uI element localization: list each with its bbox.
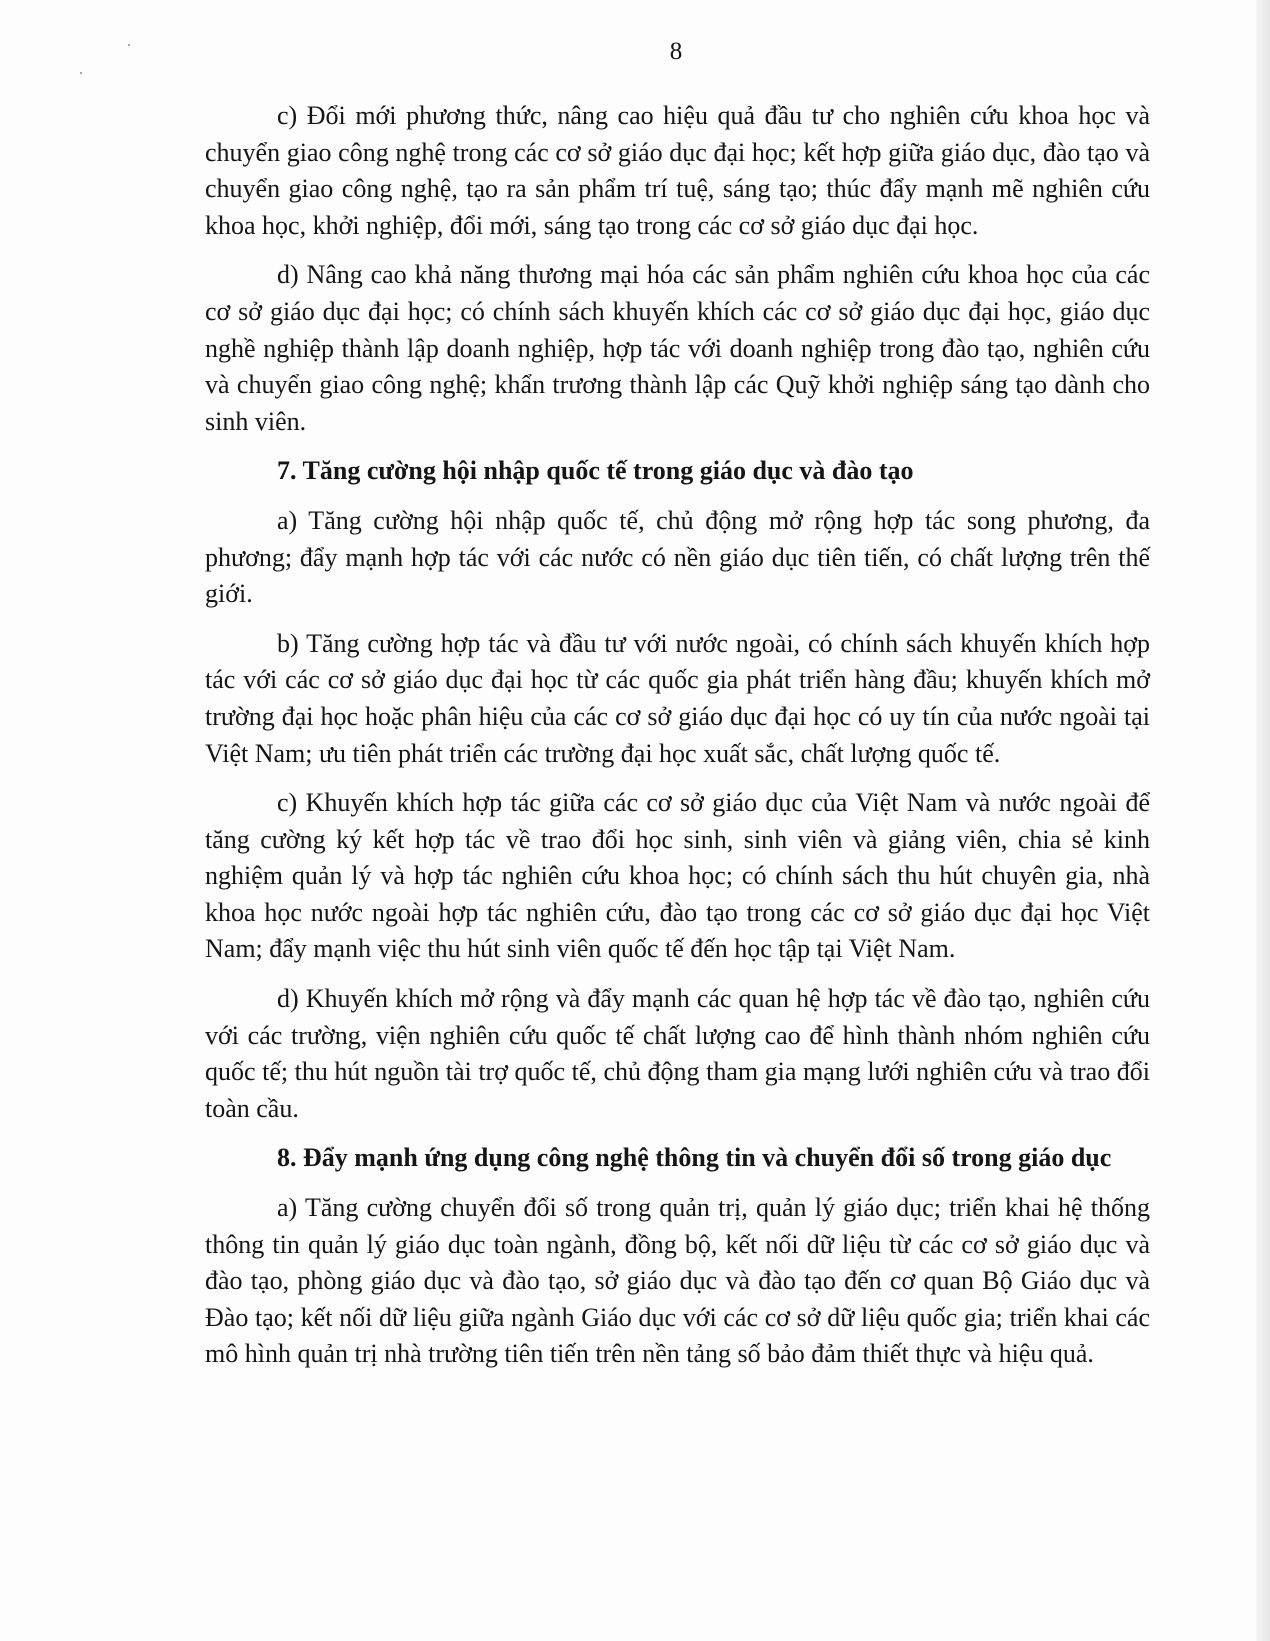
paragraph-6c: c) Đổi mới phương thức, nâng cao hiệu quả đầu tư cho nghiên cứu khoa học và chuyển giao công nghệ trong các cơ sở giáo dục đại học; kết hợp giữa giáo dục, đào tạo và chuyển giao công nghệ, tạo ra sản phẩm trí tuệ, sáng tạo; thúc đẩy mạnh mẽ nghiên cứu khoa học, khởi nghiệp, đổi mới, sáng tạo trong các cơ sở giáo dục đại học. xyxy=(205,101,1150,240)
paragraph-6d: d) Nâng cao khả năng thương mại hóa các sản phẩm nghiên cứu khoa học của các cơ sở giáo dục đại học; có chính sách khuyến khích các cơ sở giáo dục đại học, giáo dục nghề nghiệp thành lập doanh nghiệp, hợp tác với doanh nghiệp trong đào tạo, nghiên cứu và chuyển giao công nghệ; khẩn trương thành lập các Quỹ khởi nghiệp sáng tạo dành cho sinh viên. xyxy=(205,260,1150,436)
page-edge-shadow xyxy=(1256,0,1270,1641)
section-heading-8: 8. Đẩy mạnh ứng dụng công nghệ thông tin và chuyển đổi số trong giáo dục xyxy=(277,1143,1112,1173)
paragraph-7b: b) Tăng cường hợp tác và đầu tư với nước ngoài, có chính sách khuyến khích hợp tác với các cơ sở giáo dục đại học từ các quốc gia phát triển hàng đầu; khuyến khích mở trường đại học hoặc phân hiệu của các cơ sở giáo dục đại học có uy tín của nước ngoài tại Việt Nam; ưu tiên phát triển các trường đại học xuất sắc, chất lượng quốc tế. xyxy=(205,628,1150,768)
paragraph-7c: c) Khuyến khích hợp tác giữa các cơ sở giáo dục của Việt Nam và nước ngoài để tăng cường ký kết hợp tác về trao đổi học sinh, sinh viên và giảng viên, chia sẻ kinh nghiệm quản lý và hợp tác nghiên cứu khoa học; có chính sách thu hút chuyên gia, nhà khoa học nước ngoài hợp tác nghiên cứu, đào tạo trong các cơ sở giáo dục đại học Việt Nam; đẩy mạnh việc thu hút sinh viên quốc tế đến học tập tại Việt Nam. xyxy=(205,788,1150,964)
document-body xyxy=(205,98,1150,1386)
paragraph-8a: a) Tăng cường chuyển đổi số trong quản trị, quản lý giáo dục; triển khai hệ thống thông tin quản lý giáo dục toàn ngành, đồng bộ, kết nối dữ liệu từ các cơ sở giáo dục và đào tạo, phòng giáo dục và đào tạo, sở giáo dục và đào tạo đến cơ quan Bộ Giáo dục và Đào tạo; kết nối dữ liệu giữa ngành Giáo dục với các cơ sở dữ liệu quốc gia; triển khai các mô hình quản trị nhà trường tiên tiến trên nền tảng số bảo đảm thiết thực và hiệu quả. xyxy=(205,1193,1150,1369)
scan-speck xyxy=(80,72,82,74)
paragraph-7a: a) Tăng cường hội nhập quốc tế, chủ động mở rộng hợp tác song phương, đa phương; đẩy mạnh hợp tác với các nước có nền giáo dục tiên tiến, có chất lượng trên thế giới. xyxy=(205,505,1150,609)
paragraph-7d: d) Khuyến khích mở rộng và đẩy mạnh các quan hệ hợp tác về đào tạo, nghiên cứu với các trường, viện nghiên cứu quốc tế chất lượng cao để hình thành nhóm nghiên cứu quốc tế; thu hút nguồn tài trợ quốc tế, chủ động tham gia mạng lưới nghiên cứu và trao đổi toàn cầu. xyxy=(205,984,1150,1123)
section-heading-7: 7. Tăng cường hội nhập quốc tế trong giáo dục và đào tạo xyxy=(277,456,914,486)
page-number: 8 xyxy=(669,38,683,65)
